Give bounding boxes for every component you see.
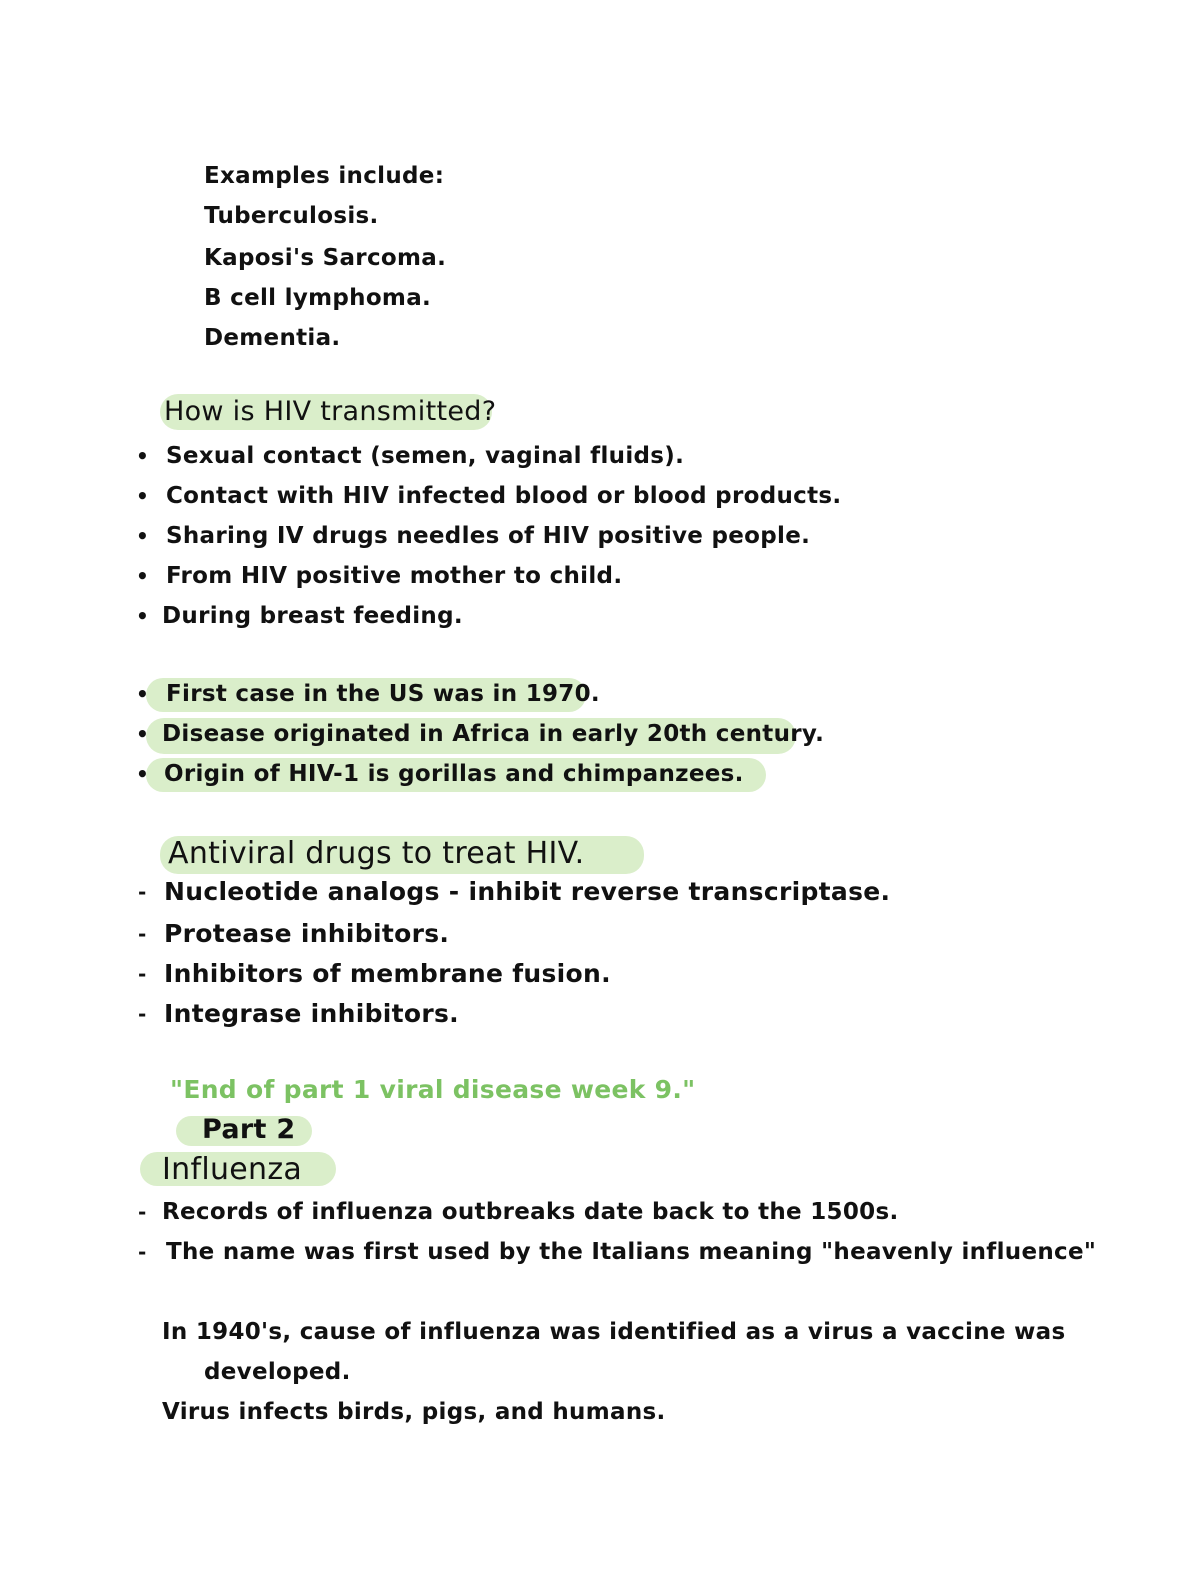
- transmission-heading: How is HIV transmitted?: [164, 396, 497, 427]
- transmission-item: From HIV positive mother to child.: [166, 563, 623, 589]
- dash-marker: -: [138, 962, 147, 986]
- examples-heading: Examples include:: [204, 163, 445, 189]
- antiviral-item: Inhibitors of membrane fusion.: [164, 959, 611, 988]
- antiviral-item: Nucleotide analogs - inhibit reverse transcriptase.: [164, 877, 891, 906]
- bullet-icon: •: [136, 444, 149, 468]
- part2-label: Part 2: [202, 1114, 296, 1145]
- bullet-icon: •: [136, 722, 149, 746]
- transmission-item: During breast feeding.: [162, 603, 463, 629]
- dash-marker: -: [138, 1200, 147, 1224]
- examples-item-tuberculosis: Tuberculosis.: [204, 203, 379, 229]
- bullet-icon: •: [136, 484, 149, 508]
- influenza-item: The name was first used by the Italians meaning "heavenly influence": [166, 1239, 1097, 1265]
- history-disease-originated: Disease originated in Africa in early 20th century.: [162, 721, 825, 747]
- transmission-item: Sharing IV drugs needles of HIV positive people.: [166, 523, 811, 549]
- antiviral-item: Protease inhibitors.: [164, 919, 450, 948]
- dash-marker: -: [138, 922, 147, 946]
- antiviral-heading: Antiviral drugs to treat HIV.: [168, 836, 585, 871]
- bullet-icon: •: [136, 682, 149, 706]
- bullet-icon: •: [136, 604, 149, 628]
- influenza-para-line1: In 1940's, cause of influenza was identified as a virus a vaccine was: [162, 1319, 1066, 1345]
- transmission-item: Sexual contact (semen, vaginal fluids).: [166, 443, 685, 469]
- examples-item-kaposi: Kaposi's Sarcoma.: [204, 245, 447, 271]
- influenza-item: Records of influenza outbreaks date back to the 1500s.: [162, 1199, 899, 1225]
- examples-item-dementia: Dementia.: [204, 325, 341, 351]
- transmission-item: Contact with HIV infected blood or blood products.: [166, 483, 842, 509]
- influenza-heading: Influenza: [162, 1152, 303, 1187]
- history-first-case: First case in the US was in 1970.: [166, 681, 600, 707]
- antiviral-item: Integrase inhibitors.: [164, 999, 459, 1028]
- examples-item-bcell: B cell lymphoma.: [204, 285, 432, 311]
- influenza-para2: Virus infects birds, pigs, and humans.: [162, 1399, 666, 1425]
- dash-marker: -: [138, 1002, 147, 1026]
- bullet-icon: •: [136, 564, 149, 588]
- end-note: "End of part 1 viral disease week 9.": [170, 1075, 696, 1104]
- bullet-icon: •: [136, 762, 149, 786]
- history-origin-hiv1: Origin of HIV-1 is gorillas and chimpanzees.: [164, 761, 744, 787]
- influenza-para-line2: developed.: [204, 1359, 351, 1385]
- bullet-icon: •: [136, 524, 149, 548]
- dash-marker: -: [138, 880, 147, 904]
- dash-marker: -: [138, 1240, 147, 1264]
